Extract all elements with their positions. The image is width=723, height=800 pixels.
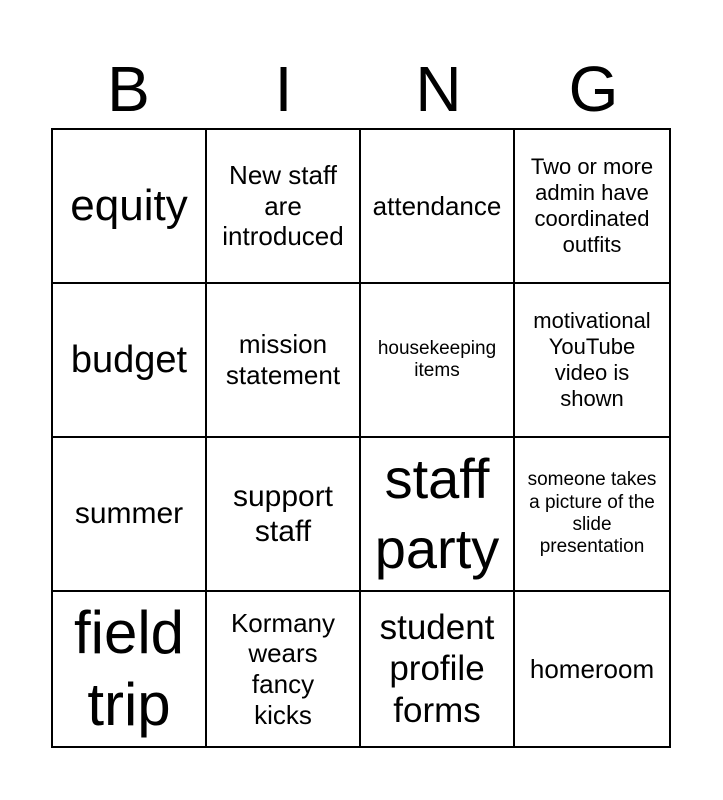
bingo-board <box>51 128 671 748</box>
bingo-cell-staff-party[interactable] <box>361 438 515 592</box>
bingo-cell-text: equity <box>70 181 188 231</box>
bingo-cell-coordinated-outfits[interactable] <box>515 130 669 284</box>
bingo-cell-text: New staff are introduced <box>222 159 344 252</box>
bingo-cell-text: homeroom <box>529 653 655 684</box>
bingo-cell-field-trip[interactable] <box>53 592 207 746</box>
bingo-cell-text: summer <box>74 497 184 531</box>
bingo-cell-text: student profile forms <box>379 608 495 730</box>
bingo-cell-mission-statement[interactable] <box>207 284 361 438</box>
bingo-cell-housekeeping[interactable] <box>361 284 515 438</box>
header-letter-n: N <box>415 53 462 125</box>
bingo-cell-slide-picture[interactable] <box>515 438 669 592</box>
bingo-cell-budget[interactable] <box>53 284 207 438</box>
bingo-cell-text: someone takes a picture of the slide presentation <box>527 469 657 558</box>
header-letter-g: G <box>568 53 619 125</box>
bingo-cell-text: attendance <box>372 190 502 221</box>
bingo-header <box>51 50 671 128</box>
bingo-cell-fancy-kicks[interactable] <box>207 592 361 746</box>
header-letter-b: B <box>107 53 150 125</box>
bingo-cell-student-profile[interactable] <box>361 592 515 746</box>
bingo-cell-attendance[interactable] <box>361 130 515 284</box>
bingo-cell-text: staff party <box>374 447 500 580</box>
bingo-cell-text: budget <box>70 338 188 381</box>
bingo-cell-text: Kormany wears fancy kicks <box>230 607 336 730</box>
bingo-cell-new-staff[interactable] <box>207 130 361 284</box>
bingo-cell-equity[interactable] <box>53 130 207 284</box>
bingo-cell-text: mission statement <box>225 329 341 390</box>
bingo-cell-summer[interactable] <box>53 438 207 592</box>
bingo-cell-text: housekeeping items <box>377 337 497 381</box>
bingo-cell-youtube-video[interactable] <box>515 284 669 438</box>
header-letter-i: I <box>274 53 293 125</box>
bingo-cell-homeroom[interactable] <box>515 592 669 746</box>
bingo-cell-support-staff[interactable] <box>207 438 361 592</box>
bingo-cell-text: field trip <box>73 599 185 738</box>
bingo-cell-text: motivational YouTube video is shown <box>533 308 651 411</box>
bingo-cell-text: support staff <box>232 479 334 548</box>
bingo-cell-text: Two or more admin have coordinated outfits <box>530 154 654 257</box>
